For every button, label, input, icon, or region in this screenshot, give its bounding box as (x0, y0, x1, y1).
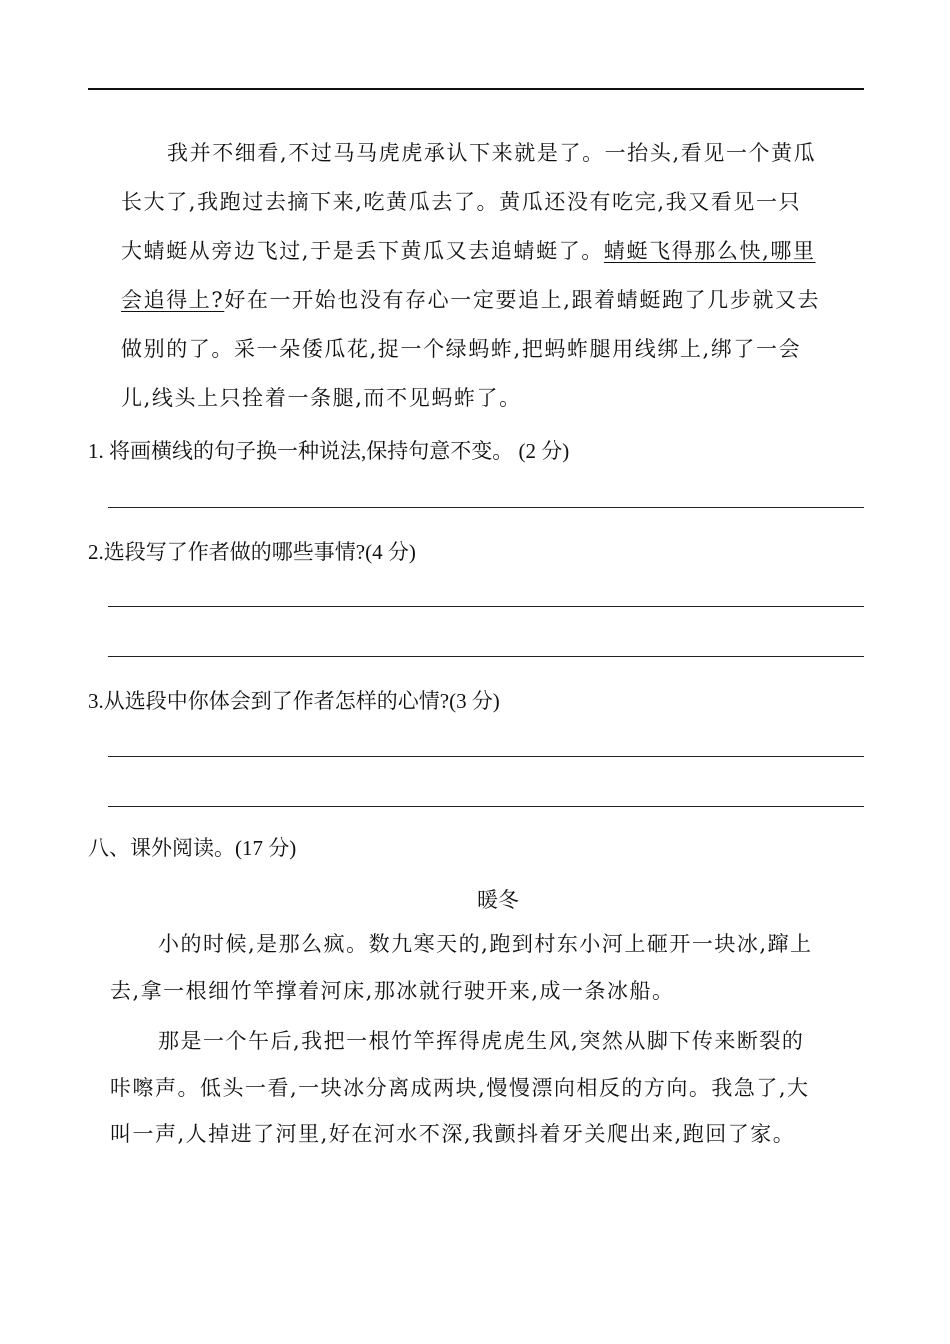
answer-line-q3-2[interactable] (108, 806, 864, 807)
passage-line: 去,拿一根细竹竿撑着河床,那冰就行驶开来,成一条冰船。 (110, 978, 675, 1003)
answer-line-q1[interactable] (108, 507, 864, 508)
passage-line: 小的时候,是那么疯。数九寒天的,跑到村东小河上砸开一块冰,蹿上 (158, 932, 813, 956)
passage-line: 叫一声,人掉进了河里,好在河水不深,我颤抖着牙关爬出来,跑回了家。 (110, 1122, 796, 1146)
passage-line (121, 276, 866, 325)
passage-text: 大蜻蜓从旁边飞过,于是丢下黄瓜又去追蜻蜓了。 (121, 239, 604, 263)
question-1: 1. 将画横线的句子换一种说法,保持句意不变。 (2 分) (88, 439, 570, 463)
reading-passage (110, 921, 870, 1158)
answer-line-q2-1[interactable] (108, 606, 864, 607)
passage-line: 那是一个午后,我把一根竹竿挥得虎虎生风,突然从脚下传来断裂的 (158, 1029, 805, 1053)
passage-excerpt (121, 129, 866, 423)
passage-line: 儿,线头上只拴着一条腿,而不见蚂蚱了。 (121, 386, 522, 410)
passage-line (121, 227, 866, 276)
answer-line-q2-2[interactable] (108, 656, 864, 657)
passage-text: 好在一开始也没有存心一定要追上,跟着蜻蜓跑了几步就又去 (224, 288, 821, 312)
question-3: 3.从选段中你体会到了作者怎样的心情?(3 分) (88, 689, 500, 713)
top-rule (88, 88, 864, 90)
answer-line-q3-1[interactable] (108, 756, 864, 757)
passage-line: 长大了,我跑过去摘下来,吃黄瓜去了。黄瓜还没有吃完,我又看见一只 (121, 190, 802, 214)
underlined-sentence: 会追得上? (121, 288, 225, 312)
section-heading: 八、课外阅读。(17 分) (88, 836, 297, 860)
underlined-sentence: 蜻蜓飞得那么快,哪里 (603, 239, 816, 263)
question-2: 2.选段写了作者做的哪些事情?(4 分) (88, 540, 416, 564)
passage-title: 暖冬 (477, 888, 519, 912)
passage-line: 咔嚓声。低头一看,一块冰分离成两块,慢慢漂向相反的方向。我急了,大 (110, 1075, 810, 1100)
passage-line: 做别的了。采一朵倭瓜花,捉一个绿蚂蚱,把蚂蚱腿用线绑上,绑了一会 (121, 337, 802, 361)
passage-line: 我并不细看,不过马马虎虎承认下来就是了。一抬头,看见一个黄瓜 (167, 141, 817, 165)
